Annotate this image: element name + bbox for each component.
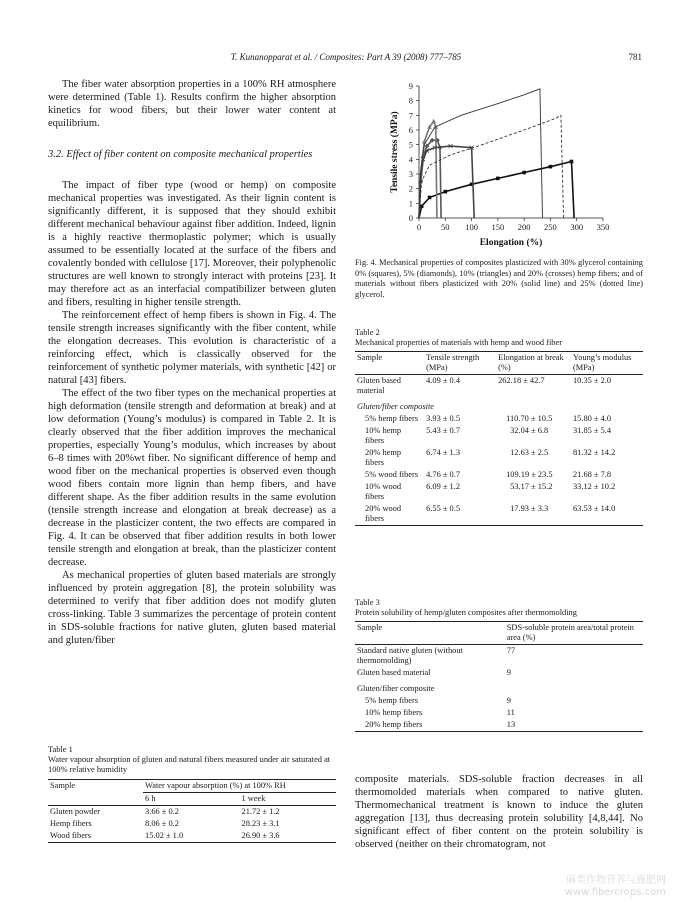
page-number: 781	[628, 52, 642, 62]
table-cell: 31.85 ± 5.4	[572, 426, 612, 435]
table-cell: 10.35 ± 2.0	[572, 376, 612, 385]
table-cell: 10% wood fibers	[365, 482, 402, 501]
figure-4-chart	[355, 76, 643, 251]
table-3-header-solubility: SDS-soluble protein area/total protein area (%)	[506, 623, 634, 642]
table-cell: Gluten based material	[357, 376, 401, 395]
section-heading-3-2: 3.2. Effect of fiber content on composite mechanical properties	[48, 149, 313, 160]
table-cell: Hemp fibers	[50, 819, 92, 828]
table-cell: 13	[506, 720, 516, 729]
table-2-header-elongation: Elongation at break (%)	[498, 353, 564, 372]
y-tick-label: 6	[408, 125, 413, 135]
paragraph-water-absorption: The fiber water absorption properties in a 100% RH atmosphere were determined (Table 1). Results confirm the higher absorption kinetics for wood fibers, but their lower water content at equilibrium.	[48, 79, 336, 129]
table-row	[355, 503, 643, 526]
table-row	[355, 413, 643, 425]
data-point	[570, 160, 574, 164]
table-row	[355, 375, 643, 398]
running-head: T. Kunanopparat et al. / Composites: Part A 39 (2008) 777–785	[230, 52, 462, 62]
x-tick-label: 150	[491, 222, 505, 232]
table-row	[48, 830, 336, 843]
table-cell: 4.76 ± 0.7	[426, 470, 461, 479]
paragraph-fiber-type: The impact of fiber type (wood or hemp) on composite mechanical properties was investigated. As their lignin content is significantly different, it is supposed that they should exhibit different mechanical behaviour against fiber addition. Indeed, lignin is a highly reactive thermoplastic polymer; which is usually assumed to be essentially located at the surface of the fibers and covalently bonded with cellulose [17]. Moreover, their polyphenolic structures are well known to strongly interact with proteins [23]. It may therefore act as an interfacial compatibilizer between gluten and fibers, resulting in higher tensile strength.	[48, 180, 336, 308]
table-cell: 109.19 ± 23.5	[506, 470, 553, 479]
watermark-line-1: 麻类作物营养与施肥网	[566, 875, 666, 886]
data-point	[549, 165, 553, 169]
paragraph-fiber-comparison: The effect of the two fiber types on the mechanical properties at high deformation (tensile strength and deformation at break) and at low deformation (Young’s modulus) is compared in Table 2. It is clearly observed that the fiber addition improves the mechanical properties, especially Young’s modulus, which increases by about 6–8 times with 20%wt fiber. No significant difference of hemp and wood fiber on the mechanical properties is observed even though wood fibers contain more lignin than hemp fibers, and have different shape. As the fiber addition results in the same evolution (tensile strength increase and elongation at break decrease) as a decrease in the plasticizer content, the two effects are compared in Fig. 4. It can be observed that fiber addition results in both lower tensile strength and elongation at break, than the plasticizer content decrease.	[48, 388, 336, 568]
table-row	[355, 707, 643, 719]
y-tick-label: 0	[408, 213, 413, 223]
y-tick-label: 2	[408, 183, 413, 194]
left-column	[48, 78, 336, 647]
y-tick-label: 3	[408, 169, 413, 179]
x-tick-label: 0	[416, 222, 422, 232]
y-tick-label: 1	[408, 198, 413, 209]
y-tick-label: 4	[408, 154, 413, 165]
table-cell: 6.55 ± 0.5	[426, 504, 461, 513]
table-row	[48, 818, 336, 830]
table-cell: Wood fibers	[50, 831, 91, 840]
table-3-grid	[355, 621, 643, 732]
table-1	[48, 745, 336, 843]
table-cell: 10% hemp fibers	[365, 708, 423, 717]
watermark-line-2: www.fibercrops.com	[564, 887, 666, 898]
y-tick-label: 8	[408, 95, 413, 106]
table-cell: Standard native gluten (without thermomolding)	[357, 646, 463, 665]
table-3-caption: Protein solubility of hemp/gluten composites after thermomolding	[355, 608, 577, 617]
y-axis-label: Tensile stress (MPa)	[390, 111, 400, 193]
watermark	[565, 875, 666, 899]
table-cell: 15.02 ± 1.0	[145, 831, 184, 840]
table-cell: 3.66 ± 0.2	[145, 807, 179, 816]
data-point	[522, 171, 526, 175]
figure-4-caption: Fig. 4. Mechanical properties of composites plasticized with 30% glycerol containing 0% (squares), 5% (diamonds), 10% (triangles) and 20% (crosses) hemp fibers; and of materials without fibers plasticized with 20% (solid line) and 25% (dotted line) glycerol.	[355, 258, 643, 299]
data-point	[443, 190, 447, 194]
table-cell: 28.23 ± 3.1	[241, 819, 280, 828]
table-2-header-sample: Sample	[357, 353, 383, 362]
table-1-grid	[48, 779, 336, 843]
table-cell: Gluten powder	[50, 807, 101, 816]
table-cell: 17.93 ± 3.3	[510, 504, 549, 513]
table-2-header-tensile: Tensile strength (MPa)	[426, 353, 480, 372]
table-cell: 6.74 ± 1.3	[426, 448, 461, 457]
table-cell: 20% hemp fibers	[365, 720, 423, 729]
table-2-caption: Mechanical properties of materials with hemp and wood fiber	[355, 338, 562, 347]
table-row	[48, 806, 336, 819]
table-cell: 6.09 ± 1.2	[426, 482, 461, 491]
x-tick-label: 100	[465, 222, 478, 232]
x-tick-label: 200	[517, 222, 531, 232]
table-1-subheader-1week: 1 week	[241, 794, 266, 803]
paragraph-sds-soluble: composite materials. SDS-soluble fraction decreases in all thermomolded materials when compared to native gluten. Thermomechanical treatment is known to induce the gluten aggregation [13], thus decreasing protein solubility [4,8,44]. No significant effect of fiber content on the protein solubility is observed (neither on their chromatogram, not	[355, 774, 643, 850]
table-cell: 15.80 ± 4.0	[572, 414, 612, 423]
table-row	[355, 425, 643, 447]
table-row	[355, 481, 643, 503]
table-row	[355, 695, 643, 707]
table-cell: 9	[506, 668, 511, 677]
table-cell: 63.53 ± 14.0	[572, 504, 616, 513]
table-group-row	[355, 397, 643, 413]
table-1-caption: Water vapour absorption of gluten and natural fibers measured under air saturated at 100% relative humidity	[48, 755, 331, 774]
table-cell: 21.72 ± 1.2	[241, 807, 280, 816]
table-1-subheader-6h: 6 h	[145, 794, 156, 803]
data-point	[428, 196, 432, 200]
table-cell: 81.32 ± 14.2	[572, 448, 616, 457]
figure-4	[355, 76, 643, 251]
table-3-label: Table 3	[355, 598, 380, 607]
table-2	[355, 328, 643, 526]
data-point	[432, 119, 436, 123]
data-point	[420, 204, 424, 208]
table-cell: 20% wood fibers	[365, 504, 402, 523]
table-cell: 4.09 ± 0.4	[426, 376, 461, 385]
table-cell: 262.18 ± 42.7	[498, 376, 545, 385]
table-cell: 8.06 ± 0.2	[145, 819, 179, 828]
table-cell: 5% hemp fibers	[365, 696, 419, 705]
table-cell: 5% hemp fibers	[365, 414, 419, 423]
table-row	[355, 469, 643, 481]
x-tick-label: 250	[544, 222, 557, 232]
right-column-text	[355, 773, 643, 851]
table-2-group-label: Gluten/fiber composite	[357, 402, 434, 411]
table-cell: 12.63 ± 2.5	[510, 448, 549, 457]
table-1-header-sample: Sample	[50, 781, 76, 790]
table-row	[355, 719, 643, 732]
table-2-grid	[355, 351, 643, 526]
table-cell: 20% hemp fibers	[365, 448, 402, 467]
table-3-header-sample: Sample	[357, 623, 383, 632]
table-cell: 10% hemp fibers	[365, 426, 402, 445]
table-group-row	[355, 679, 643, 695]
y-tick-label: 7	[408, 110, 413, 121]
series-line-0	[419, 162, 574, 219]
table-cell: Gluten based material	[357, 668, 431, 677]
table-2-label: Table 2	[355, 328, 380, 337]
table-row	[355, 667, 643, 679]
y-tick-label: 5	[408, 139, 413, 150]
y-tick-label: 9	[408, 81, 413, 91]
table-cell: 9	[506, 696, 511, 705]
table-cell: 21.68 ± 7.8	[572, 470, 612, 479]
table-cell: 11	[506, 708, 515, 717]
table-cell: 3.93 ± 0.5	[426, 414, 461, 423]
data-point	[496, 177, 500, 181]
series-line-4	[419, 89, 543, 218]
table-cell: 33.12 ± 10.2	[572, 482, 616, 491]
table-row	[355, 645, 643, 668]
table-cell: 32.04 ± 6.8	[510, 426, 549, 435]
x-tick-label: 350	[596, 222, 610, 232]
x-axis-label: Elongation (%)	[479, 238, 543, 248]
table-row	[355, 447, 643, 469]
table-3-group-label: Gluten/fiber composite	[357, 684, 435, 693]
table-cell: 53.17 ± 15.2	[510, 482, 553, 491]
table-cell: 110.70 ± 10.5	[506, 414, 553, 423]
table-cell: 5.43 ± 0.7	[426, 426, 461, 435]
table-cell: 5% wood fibers	[365, 470, 419, 479]
x-tick-label: 300	[570, 222, 584, 232]
table-cell: 77	[506, 646, 516, 655]
table-cell: 26.90 ± 3.6	[241, 831, 280, 840]
paragraph-reinforcement: The reinforcement effect of hemp fibers is shown in Fig. 4. The tensile strength increases significantly with the fiber content, while the elongation decreases. This evolution is characteristic of a reinforcing effect, which is classically observed for the reinforcement of synthetic polymer materials, with synthetic [42] or natural [43] fibers.	[48, 310, 336, 386]
table-1-label: Table 1	[48, 745, 73, 754]
x-tick-label: 50	[441, 222, 450, 232]
paragraph-protein-aggregation: As mechanical properties of gluten based materials are strongly influenced by protein aggregation [8], the protein solubility was determined to verify that fiber addition does not modify gluten cross-linking. Table 3 summarizes the percentage of protein content in SDS-soluble fractions for native gluten, gluten based material and gluten/fiber	[48, 570, 336, 646]
table-3	[355, 598, 643, 732]
table-2-header-modulus: Young’s modulus (MPa)	[572, 353, 632, 372]
table-1-header-group: Water vapour absorption (%) at 100% RH	[143, 780, 336, 793]
series-line-3	[419, 146, 474, 218]
